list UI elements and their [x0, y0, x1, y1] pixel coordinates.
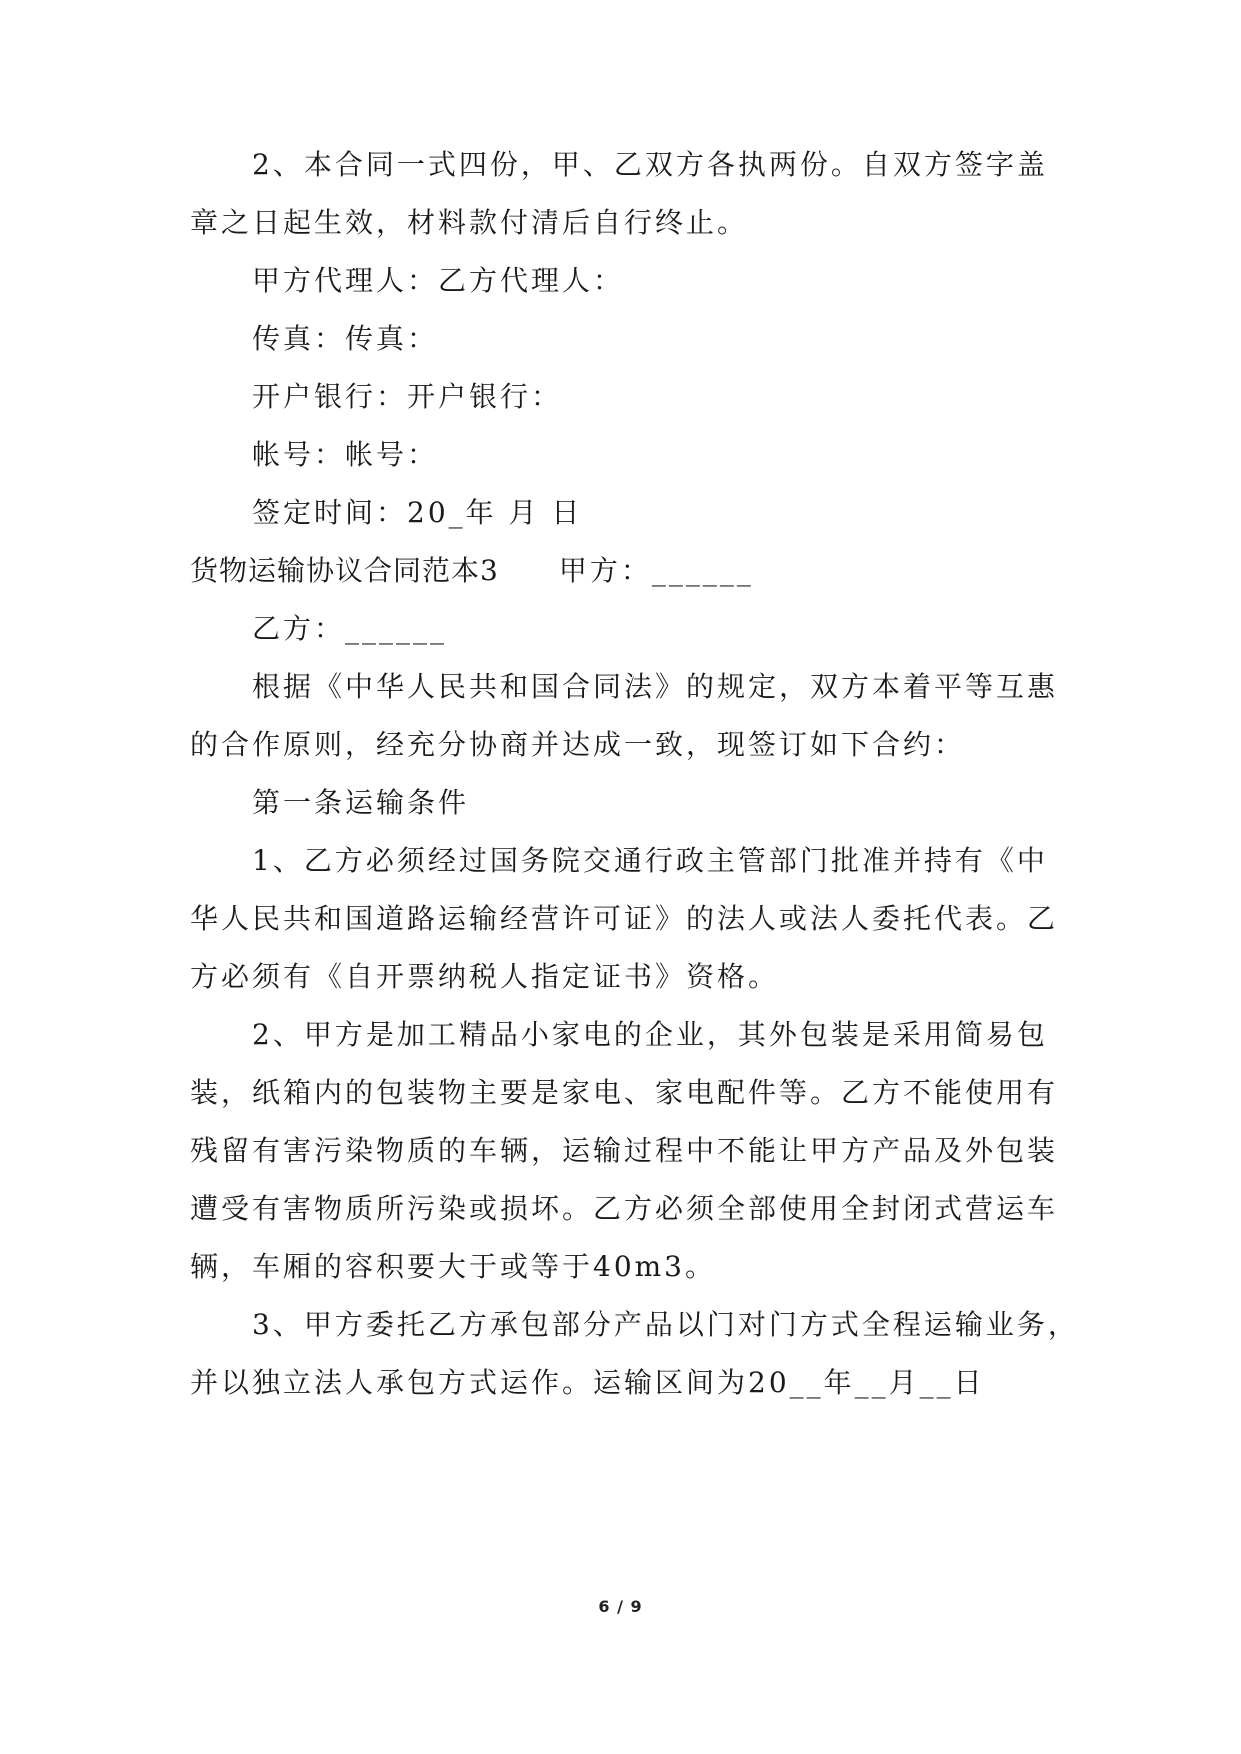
- text-line-item2-part1: 2、甲方是加工精品小家电的企业，其外包装是采用简易包: [252, 1018, 1048, 1051]
- text-line-clause2-part2: 章之日起生效，材料款付清后自行终止。: [190, 206, 749, 239]
- text-line-bank: 开户银行：开户银行：: [252, 380, 563, 413]
- text-line-item2-part5: 辆，车厢的容积要大于或等于40m3。: [190, 1250, 716, 1283]
- text-line-agents: 甲方代理人：乙方代理人：: [252, 264, 625, 297]
- text-line-clause1-part2: 华人民共和国道路运输经营许可证》的法人或法人委托代表。乙: [190, 902, 1059, 935]
- text-line-item3-part2: 并以独立法人承包方式运作。运输区间为20__年__月__日: [190, 1366, 985, 1399]
- text-line-fax: 传真：传真：: [252, 322, 439, 355]
- text-line-sign-date: 签定时间：20_年 月 日: [252, 496, 583, 529]
- text-line-account: 帐号：帐号：: [252, 438, 439, 471]
- text-line-preamble-part2: 的合作原则，经充分协商并达成一致，现签订如下合约：: [190, 728, 966, 761]
- contract-heading-line: [190, 551, 754, 591]
- text-line-clause2-part1: 2、本合同一式四份，甲、乙双方各执两份。自双方签字盖: [252, 148, 1048, 181]
- text-line-item3-part1: 3、甲方委托乙方承包部分产品以门对门方式全程运输业务，: [252, 1308, 1079, 1341]
- party-a-field: 甲方：______: [558, 554, 754, 587]
- text-line-clause1-part3: 方必须有《自开票纳税人指定证书》资格。: [190, 960, 780, 993]
- text-line-preamble-part1: 根据《中华人民共和国合同法》的规定，双方本着平等互惠: [252, 670, 1059, 703]
- page-number: 6 / 9: [598, 1597, 643, 1616]
- party-b-field: 乙方：______: [252, 612, 448, 645]
- text-line-item2-part4: 遭受有害物质所污染或损坏。乙方必须全部使用全封闭式营运车: [190, 1192, 1059, 1225]
- text-line-item2-part2: 装，纸箱内的包装物主要是家电、家电配件等。乙方不能使用有: [190, 1076, 1059, 1109]
- contract-title: 货物运输协议合同范本3: [190, 554, 499, 587]
- text-line-clause1-part1: 1、乙方必须经过国务院交通行政主管部门批准并持有《中: [252, 844, 1048, 877]
- section-heading-transport-conditions: 第一条运输条件: [252, 786, 470, 819]
- text-line-item2-part3: 残留有害污染物质的车辆，运输过程中不能让甲方产品及外包装: [190, 1134, 1059, 1167]
